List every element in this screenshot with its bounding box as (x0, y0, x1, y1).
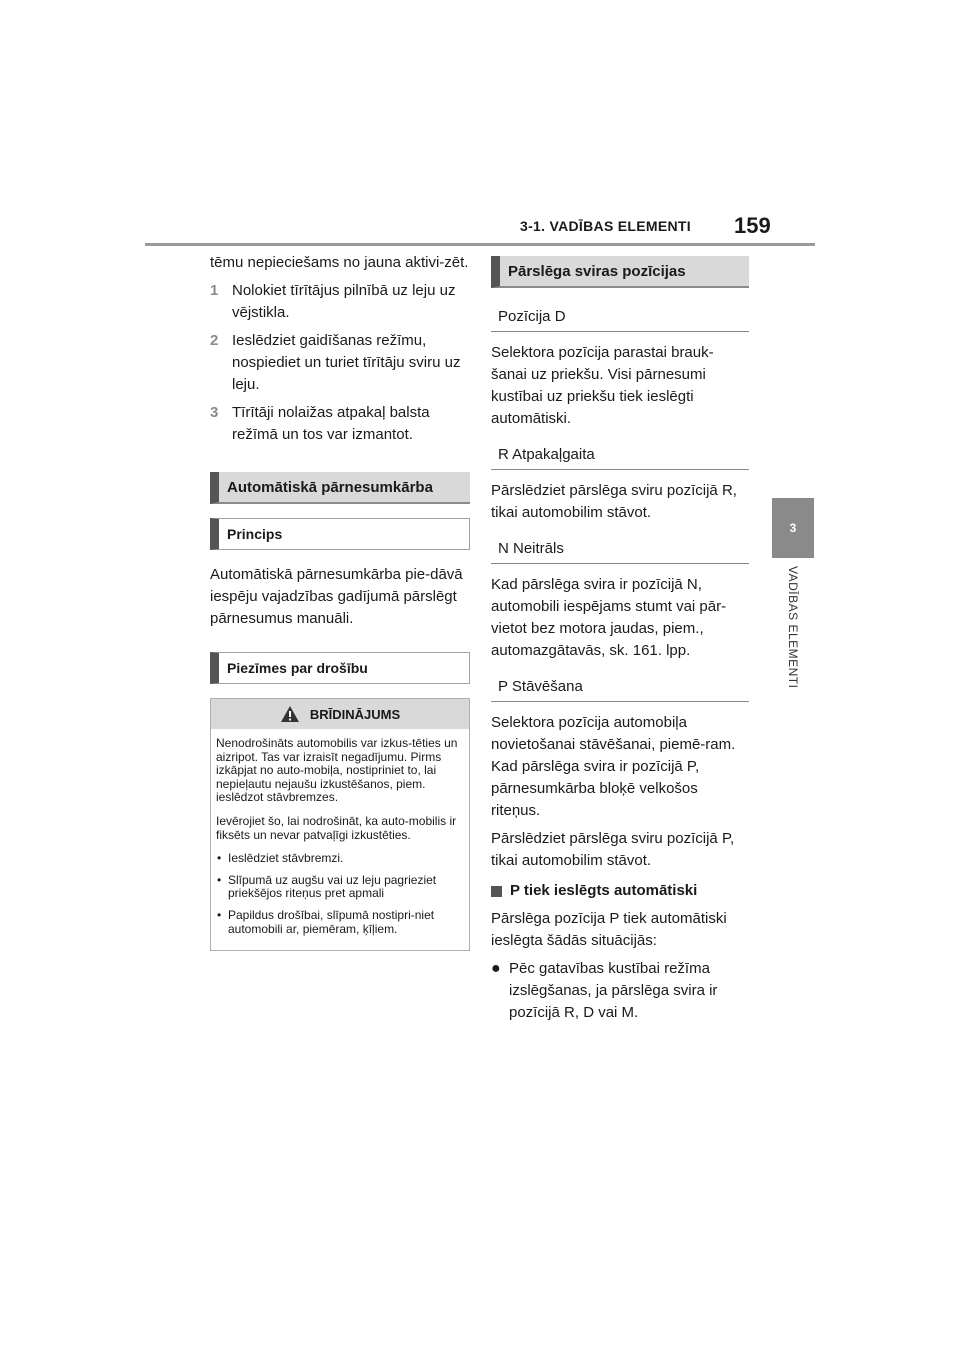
list-item-text: Papildus drošībai, slīpumā nostipri-niet automobili ar, piemēram, ķīļiem. (228, 907, 435, 936)
step-text: Ieslēdziet gaidīšanas režīmu, nospiediet un turiet tīrītāju sviru uz leju. (232, 332, 461, 393)
step-item (210, 402, 470, 446)
step-number: 3 (210, 404, 219, 421)
side-tab-label: VADĪBAS ELEMENTI (786, 566, 800, 689)
dot-bullet-icon: ● (491, 960, 501, 977)
section-heading-lever-positions: Pārslēga sviras pozīcijas (491, 256, 749, 288)
warning-body (211, 729, 469, 950)
step-number: 2 (210, 332, 219, 349)
subheading-principle: Princips (210, 518, 470, 550)
position-heading-d: Pozīcija D (491, 298, 749, 332)
topic-heading-text: P tiek ieslēgts automātiski (510, 882, 698, 899)
step-number: 1 (210, 282, 219, 299)
right-column (491, 252, 749, 1024)
step-item (210, 280, 470, 324)
list-item: • Slīpumā uz augšu vai uz leju pagrieziet priekšējos riteņus pret apmali (216, 874, 463, 901)
square-bullet-icon (491, 886, 502, 897)
step-text: Nolokiet tīrītājus pilnībā uz leju uz vējstikla. (232, 282, 456, 321)
list-item: • Papildus drošībai, slīpumā nostipri-niet automobili ar, piemēram, ķīļiem. (216, 909, 463, 936)
list-item-text: Slīpumā uz augšu vai uz leju pagrieziet priekšējos riteņus pret apmali (228, 872, 437, 901)
position-d-text: Selektora pozīcija parastai brauk-šanai uz priekšu. Visi pārnesumi kustībai uz priekšu tiek ieslēgti automātiski. (491, 344, 714, 427)
section-heading-automatic-transmission: Automātiskā pārnesumkārba (210, 472, 470, 504)
list-item-text: Pēc gatavības kustībai režīma izslēgšanas, ja pārslēga svira ir pozīcijā R, D vai M. (509, 960, 718, 1021)
position-n-text: Kad pārslēga svira ir pozīcijā N, automobili iespējams stumt vai pār-vietot bez motora jaudas, piem., automazgātavās, sk. 161. lpp. (491, 576, 727, 659)
section-title: 3-1. VADĪBAS ELEMENTI (520, 218, 691, 234)
topic-heading-auto-p (491, 880, 749, 902)
auto-p-text: Pārslēga pozīcija P tiek automātiski ieslēgta šādās situācijās: (491, 910, 727, 949)
position-heading-r: R Atpakaļgaita (491, 436, 749, 470)
subheading-safety-notes: Piezīmes par drošību (210, 652, 470, 684)
warning-paragraph: Nenodrošināts automobilis var izkus-tēties un aizripot. Tas var izraisīt negadījumu. Pirms izkāpjat no auto-mobiļa, nostipriniet to, lai nepieļautu nejaušu izkustēšanos, piem. ieslēdzot stāvbremzes. (216, 736, 458, 805)
page-number: 159 (734, 213, 771, 238)
warning-list (216, 852, 463, 936)
header-rule (145, 243, 815, 246)
warning-paragraph: Ievērojiet šo, lai nodrošināt, ka auto-mobilis ir fiksēts un nevar patvaļīgi izkustēties. (216, 813, 457, 842)
position-r-text: Pārslēdziet pārslēga sviru pozīcijā R, tikai automobilim stāvot. (491, 482, 737, 521)
list-item: • Ieslēdziet stāvbremzi. (217, 851, 344, 866)
principle-text: Automātiskā pārnesumkārba pie-dāvā iespēju vajadzības gadījumā pārslēgt pārnesumus manuāli. (210, 566, 463, 627)
position-heading-p: P Stāvēšana (491, 668, 749, 702)
warning-triangle-icon (280, 705, 300, 723)
side-tab-number: 3 (772, 498, 814, 558)
warning-box (210, 698, 470, 951)
step-text: Tīrītāji nolaižas atpakaļ balsta režīmā un tos var izmantot. (232, 404, 430, 443)
intro-text: tēmu nepieciešams no jauna aktivi-zēt. (210, 254, 469, 271)
list-item (491, 958, 749, 1024)
step-item (210, 330, 470, 396)
position-p-text-2: Pārslēdziet pārslēga sviru pozīcijā P, tikai automobilim stāvot. (491, 830, 735, 869)
left-column (210, 252, 470, 951)
position-heading-n: N Neitrāls (491, 530, 749, 564)
position-p-text: Selektora pozīcija automobiļa novietošanai stāvēšanai, piemē-ram. Kad pārslēga svira ir pozīcijā P, pārnesumkārba bloķē velkošos riteņus. (491, 714, 736, 819)
warning-title: BRĪDINĀJUMS (309, 706, 401, 722)
warning-header (211, 699, 469, 729)
list-item-text: Ieslēdziet stāvbremzi. (228, 851, 344, 866)
